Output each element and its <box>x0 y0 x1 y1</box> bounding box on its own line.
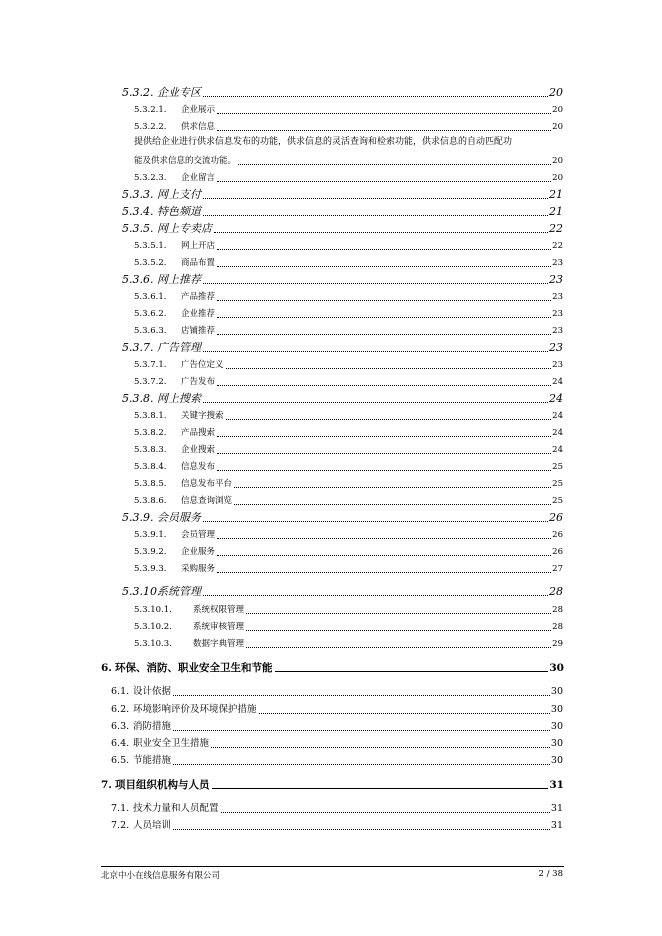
toc-entry[interactable] <box>101 776 564 792</box>
toc-dot-leader <box>203 198 548 199</box>
toc-entry[interactable] <box>122 186 563 202</box>
toc-dot-leader <box>173 695 550 696</box>
toc-entry-page: 23 <box>549 341 563 354</box>
toc-dot-leader <box>217 385 551 386</box>
toc-entry-title: 职业安全卫生措施 <box>133 738 210 749</box>
toc-dot-leader <box>203 96 548 97</box>
toc-dot-leader <box>173 730 550 731</box>
toc-entry-number: 5.3.6. <box>122 273 154 286</box>
footer-divider <box>101 866 564 867</box>
toc-dot-leader <box>203 283 548 284</box>
toc-entry-title: 特色频道 <box>157 205 201 218</box>
toc-entry-title: 商品布置 <box>181 258 216 268</box>
toc-entry-number: 5.3.9.3. <box>134 564 167 574</box>
toc-dot-leader <box>214 232 548 233</box>
toc-dot-leader <box>203 595 548 596</box>
toc-entry[interactable] <box>122 509 563 525</box>
toc-entry[interactable] <box>134 118 563 134</box>
toc-entry[interactable] <box>134 373 563 389</box>
toc-entry-page: 24 <box>552 411 563 421</box>
toc-entry-page: 22 <box>552 241 563 251</box>
toc-entry[interactable] <box>134 356 563 372</box>
toc-entry-title: 会员服务 <box>157 511 201 524</box>
toc-entry-title: 节能措施 <box>133 755 172 766</box>
toc-entry-page: 23 <box>549 273 563 286</box>
toc-entry-title: 企业搜索 <box>181 445 216 455</box>
toc-dot-leader <box>217 266 551 267</box>
toc-dot-leader <box>217 470 551 471</box>
toc-entry-number: 5.3.2.3. <box>134 173 167 183</box>
toc-entry[interactable] <box>111 683 563 699</box>
toc-dot-leader <box>203 215 548 216</box>
toc-entry-title: 系统审核管理 <box>193 622 245 632</box>
toc-entry-page: 30 <box>550 704 563 715</box>
toc-entry-title: 人员培训 <box>133 820 172 831</box>
toc-entry-page: 26 <box>552 547 563 557</box>
toc-entry[interactable] <box>111 817 563 833</box>
toc-dot-leader <box>203 402 548 403</box>
toc-entry-number: 7.2. <box>111 820 130 831</box>
toc-entry-title: 能及供求信息的交流功能。 <box>134 156 237 166</box>
toc-entry-number: 6.4. <box>111 738 130 749</box>
toc-entry-number: 5.3.2.2. <box>134 122 167 132</box>
toc-entry-title: 网上搜索 <box>157 392 201 405</box>
toc-entry-number: 6. <box>101 662 112 674</box>
toc-entry-number: 5.3.8.2. <box>134 428 167 438</box>
toc-dot-leader <box>203 351 548 352</box>
toc-entry-page: 30 <box>550 686 563 697</box>
toc-entry-number: 6.1. <box>111 686 130 697</box>
toc-entry-page: 22 <box>549 222 563 235</box>
toc-entry[interactable] <box>134 169 563 185</box>
toc-entry-title: 系统管理 <box>157 585 201 598</box>
toc-entry-number: 5.3.7.1. <box>134 360 167 370</box>
toc-entry-page: 30 <box>549 662 564 674</box>
toc-dot-leader <box>217 436 551 437</box>
toc-entry-title: 产品推荐 <box>181 292 216 302</box>
toc-entry[interactable] <box>134 407 563 423</box>
toc-entry-page: 20 <box>552 122 563 132</box>
toc-entry-page: 31 <box>550 803 563 814</box>
toc-dot-leader <box>212 788 549 789</box>
toc-entry-number: 5.3.8.1. <box>134 411 167 421</box>
toc-dot-leader <box>217 317 551 318</box>
toc-dot-leader <box>217 113 551 114</box>
toc-entry-number: 5.3.8. <box>122 392 154 405</box>
toc-entry[interactable] <box>134 601 563 617</box>
toc-entry-page: 26 <box>549 511 563 524</box>
toc-dot-leader <box>221 812 550 813</box>
toc-entry-page: 24 <box>549 392 563 405</box>
toc-entry-page: 27 <box>552 564 563 574</box>
toc-entry-number: 5.3.5.1. <box>134 241 167 251</box>
toc-entry-number: 7.1. <box>111 803 130 814</box>
toc-entry-title: 企业展示 <box>181 105 216 115</box>
toc-dot-leader <box>173 829 550 830</box>
toc-entry-number: 5.3.8.4. <box>134 462 167 472</box>
toc-dot-leader <box>217 538 551 539</box>
toc-dot-leader <box>217 249 551 250</box>
toc-dot-leader <box>234 487 551 488</box>
toc-entry-number: 5.3.7.2. <box>134 377 167 387</box>
toc-entry-number: 7. <box>101 779 112 791</box>
toc-entry[interactable] <box>134 305 563 321</box>
toc-entry[interactable] <box>134 322 563 338</box>
toc-entry[interactable] <box>134 543 563 559</box>
toc-entry-title: 供求信息 <box>181 122 216 132</box>
toc-dot-leader <box>226 368 552 369</box>
toc-dot-leader <box>203 521 548 522</box>
toc-entry[interactable] <box>122 271 563 287</box>
toc-entry-page: 23 <box>552 326 563 336</box>
toc-entry-number: 5.3.6.1. <box>134 292 167 302</box>
toc-wrapped-text-line: 提供给企业进行供求信息发布的功能，供求信息的灵活查询和检索功能，供求信息的自动匹配功 <box>134 137 513 147</box>
toc-dot-leader <box>217 300 551 301</box>
toc-entry-page: 28 <box>549 585 563 598</box>
toc-dot-leader <box>246 630 551 631</box>
toc-entry-number: 5.3.2. <box>122 86 154 99</box>
toc-entry-title: 数据字典管理 <box>193 639 245 649</box>
toc-entry[interactable] <box>134 618 563 634</box>
toc-dot-leader <box>217 453 551 454</box>
toc-entry-title: 信息发布 <box>181 462 216 472</box>
toc-entry[interactable] <box>111 752 563 768</box>
toc-entry-title: 店铺推荐 <box>181 326 216 336</box>
toc-entry-title: 企业服务 <box>181 547 216 557</box>
toc-entry-page: 28 <box>552 605 563 615</box>
toc-entry-number: 6.5. <box>111 755 130 766</box>
toc-entry-page: 26 <box>552 530 563 540</box>
toc-entry-title: 企业留言 <box>181 173 216 183</box>
toc-entry-page: 20 <box>552 156 563 166</box>
toc-entry-number: 5.3.10.3. <box>134 639 172 649</box>
toc-entry[interactable] <box>111 735 563 751</box>
toc-dot-leader <box>217 181 551 182</box>
toc-entry-page: 25 <box>552 496 563 506</box>
toc-entry[interactable] <box>122 339 563 355</box>
toc-entry-title: 广告发布 <box>181 377 216 387</box>
toc-entry[interactable] <box>101 659 564 675</box>
toc-entry-page: 20 <box>549 86 563 99</box>
toc-dot-leader <box>259 713 550 714</box>
toc-entry-title: 信息发布平台 <box>181 479 233 489</box>
toc-entry[interactable] <box>134 101 563 117</box>
toc-entry-number: 5.3.3. <box>122 188 154 201</box>
toc-entry[interactable] <box>111 800 563 816</box>
toc-dot-leader <box>275 671 549 672</box>
footer-company: 北京中小在线信息服务有限公司 <box>101 871 221 881</box>
toc-dot-leader <box>217 334 551 335</box>
toc-dot-leader <box>238 164 551 165</box>
toc-entry[interactable] <box>122 390 563 406</box>
toc-entry-number: 5.3.10.1. <box>134 605 172 615</box>
toc-entry-page: 28 <box>552 622 563 632</box>
toc-entry-title: 网上推荐 <box>157 273 201 286</box>
toc-entry-number: 5.3.6.3. <box>134 326 167 336</box>
toc-entry-number: 5.3.4. <box>122 205 154 218</box>
toc-dot-leader <box>173 764 550 765</box>
toc-entry-title: 技术力量和人员配置 <box>133 803 219 814</box>
toc-entry-page: 23 <box>552 360 563 370</box>
toc-entry-page: 25 <box>552 479 563 489</box>
toc-entry-number: 5.3.6.2. <box>134 309 167 319</box>
toc-entry-page: 24 <box>552 377 563 387</box>
toc-entry-page: 23 <box>552 292 563 302</box>
toc-entry-number: 5.3.9. <box>122 511 154 524</box>
toc-entry-title: 信息查询浏览 <box>181 496 233 506</box>
toc-entry-page: 21 <box>549 188 563 201</box>
toc-entry-title: 项目组织机构与人员 <box>115 779 210 791</box>
toc-entry[interactable] <box>134 458 563 474</box>
toc-entry-number: 5.3.8.6. <box>134 496 167 506</box>
toc-entry[interactable] <box>122 84 563 100</box>
toc-entry-title: 采购服务 <box>181 564 216 574</box>
toc-entry-number: 5.3.9.1. <box>134 530 167 540</box>
toc-entry-title: 消防措施 <box>133 721 172 732</box>
toc-entry-number: 6.2. <box>111 704 130 715</box>
toc-entry-page: 30 <box>550 738 563 749</box>
toc-entry-title: 网上开店 <box>181 241 216 251</box>
toc-dot-leader <box>211 747 550 748</box>
toc-entry-page: 21 <box>549 205 563 218</box>
toc-entry[interactable] <box>134 288 563 304</box>
toc-entry-title: 会员管理 <box>181 530 216 540</box>
toc-entry-title: 广告管理 <box>157 341 201 354</box>
toc-entry[interactable] <box>134 254 563 270</box>
toc-entry[interactable] <box>111 718 563 734</box>
toc-dot-leader <box>217 130 551 131</box>
toc-dot-leader <box>246 613 551 614</box>
toc-entry-page: 31 <box>549 779 564 791</box>
toc-entry-title: 系统权限管理 <box>193 605 245 615</box>
toc-dot-leader <box>246 647 551 648</box>
toc-entry-page: 25 <box>552 462 563 472</box>
toc-dot-leader <box>217 572 551 573</box>
toc-entry[interactable] <box>122 583 563 599</box>
toc-dot-leader <box>226 419 552 420</box>
toc-entry-title: 广告位定义 <box>181 360 224 370</box>
toc-entry[interactable] <box>134 635 563 651</box>
toc-entry-page: 23 <box>552 309 563 319</box>
toc-wrapped-text-line[interactable] <box>134 152 563 168</box>
toc-entry[interactable] <box>134 424 563 440</box>
toc-entry-title: 网上专卖店 <box>157 222 212 235</box>
toc-entry-title: 环境影响评价及环境保护措施 <box>133 704 257 715</box>
toc-entry[interactable] <box>134 560 563 576</box>
toc-entry-title: 企业专区 <box>157 86 201 99</box>
toc-entry-number: 5.3.5.2. <box>134 258 167 268</box>
toc-dot-leader <box>217 555 551 556</box>
toc-entry-title: 设计依据 <box>133 686 172 697</box>
toc-entry[interactable] <box>111 701 563 717</box>
toc-entry-title: 企业推荐 <box>181 309 216 319</box>
toc-entry-number: 5.3.8.5. <box>134 479 167 489</box>
toc-entry-title: 环保、消防、职业安全卫生和节能 <box>115 662 273 674</box>
toc-entry[interactable] <box>122 203 563 219</box>
toc-entry-page: 31 <box>550 820 563 831</box>
toc-entry-page: 24 <box>552 428 563 438</box>
toc-entry-page: 30 <box>550 755 563 766</box>
toc-entry-page: 30 <box>550 721 563 732</box>
toc-entry-page: 29 <box>552 639 563 649</box>
toc-entry-page: 20 <box>552 105 563 115</box>
toc-entry-page: 23 <box>552 258 563 268</box>
toc-entry-number: 5.3.2.1. <box>134 105 167 115</box>
toc-entry[interactable] <box>134 441 563 457</box>
toc-entry-number: 5.3.9.2. <box>134 547 167 557</box>
toc-entry-page: 20 <box>552 173 563 183</box>
toc-entry[interactable] <box>134 475 563 491</box>
toc-entry-number: 5.3.5. <box>122 222 154 235</box>
toc-entry-number: 6.3. <box>111 721 130 732</box>
toc-entry-number: 5.3.7. <box>122 341 154 354</box>
toc-entry-title: 产品搜索 <box>181 428 216 438</box>
toc-entry-number: 5.3.8.3. <box>134 445 167 455</box>
toc-entry[interactable] <box>122 220 563 236</box>
toc-entry[interactable] <box>134 492 563 508</box>
toc-entry-page: 24 <box>552 445 563 455</box>
toc-entry-number: 5.3.10. <box>122 585 161 598</box>
toc-entry-number: 5.3.10.2. <box>134 622 172 632</box>
toc-entry[interactable] <box>134 237 563 253</box>
toc-dot-leader <box>234 504 551 505</box>
toc-entry-title: 关键字搜索 <box>181 411 224 421</box>
footer-page-number: 2 / 38 <box>538 869 563 879</box>
toc-entry-title: 网上支付 <box>157 188 201 201</box>
toc-entry[interactable] <box>134 526 563 542</box>
